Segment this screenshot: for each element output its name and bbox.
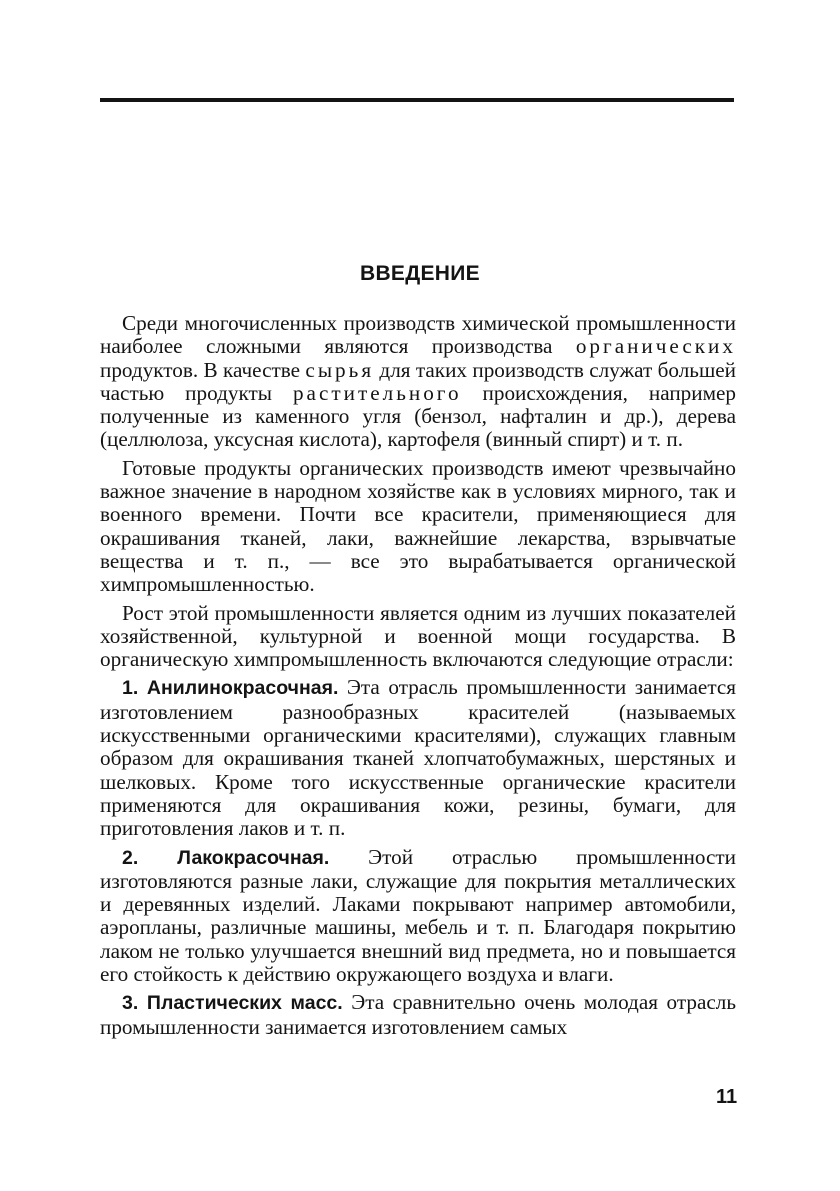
spaced-word-organic: органических	[575, 334, 736, 359]
section-text-plastics: Эта сравнительно очень молодая отрасль промышленности занимается изготовлением самых	[100, 990, 736, 1039]
paragraph-growth: Рост этой промышленности является одним из лучших показателей хозяйственной, культурной и военной мощи государства. В органическую химпромышленность включаются следующие отрасли:	[100, 600, 736, 672]
page-title: ВВЕДЕНИЕ	[360, 262, 480, 285]
section-lead-aniline: 1. Анилинокрасочная.	[122, 677, 339, 700]
paragraph-intro	[100, 312, 736, 452]
paragraph-plastics	[100, 991, 736, 1039]
paragraph-intro-part-e: для таких производств служат большей частью продукты	[100, 357, 737, 405]
paragraph-aniline	[100, 676, 736, 840]
paragraph-lacquer	[100, 846, 736, 987]
spaced-word-raw: сырья	[305, 357, 375, 382]
top-rule	[100, 98, 734, 102]
section-text-aniline: Эта отрасль промышленности занимается изготовлением разнообразных красителей (называемых искусственными органическими красителями), служащих главным образом для окрашивания тканей хлопчатобумажных, шерстяных и шелковых. Кроме того искусственные органические красители применяются для окрашивания кожи, резины, бумаги, для приготовления лаков и т. п.	[100, 675, 736, 841]
paragraph-importance: Готовые продукты органических производств имеют чрезвычайно важное значение в народном хозяйстве как в условиях мирного, так и военного времени. Почти все красители, применяющиеся для окрашивания тканей, лаки, важнейшие лекарства, взрывчатые вещества и т. п., — все это вырабатывается органической химпромышленностью.	[100, 455, 736, 597]
body-text	[100, 312, 736, 1044]
paragraph-intro-part-a: Среди многочисленных производств химической промышленности наиболее сложными являются производства	[100, 311, 736, 359]
spaced-word-plant: растительного	[292, 380, 462, 405]
section-lead-lacquer: 2. Лакокрасочная.	[122, 846, 330, 869]
paragraph-intro-part-c: продуктов. В качестве	[100, 357, 306, 382]
section-lead-plastics: 3. Пластических масс.	[122, 992, 343, 1015]
paragraph-intro-part-g: происхождения, например полученные из каменного угля (бензол, нафталин и др.), дерева (целлюлоза, уксусная кислота), картофеля (винный спирт) и т. п.	[100, 380, 736, 452]
section-text-lacquer: Этой отраслью промышленности изготовляются разные лаки, служащие для покрытия металлических и деревянных изделий. Лаками покрывают например автомобили, аэропланы, различные машины, мебель и т. п. Благодаря покрытию лаком не только улучшается внешний вид предмета, но и повышается его стойкость к действию окружающего воздуха и влаги.	[100, 844, 737, 987]
page-number: 11	[716, 1086, 738, 1108]
